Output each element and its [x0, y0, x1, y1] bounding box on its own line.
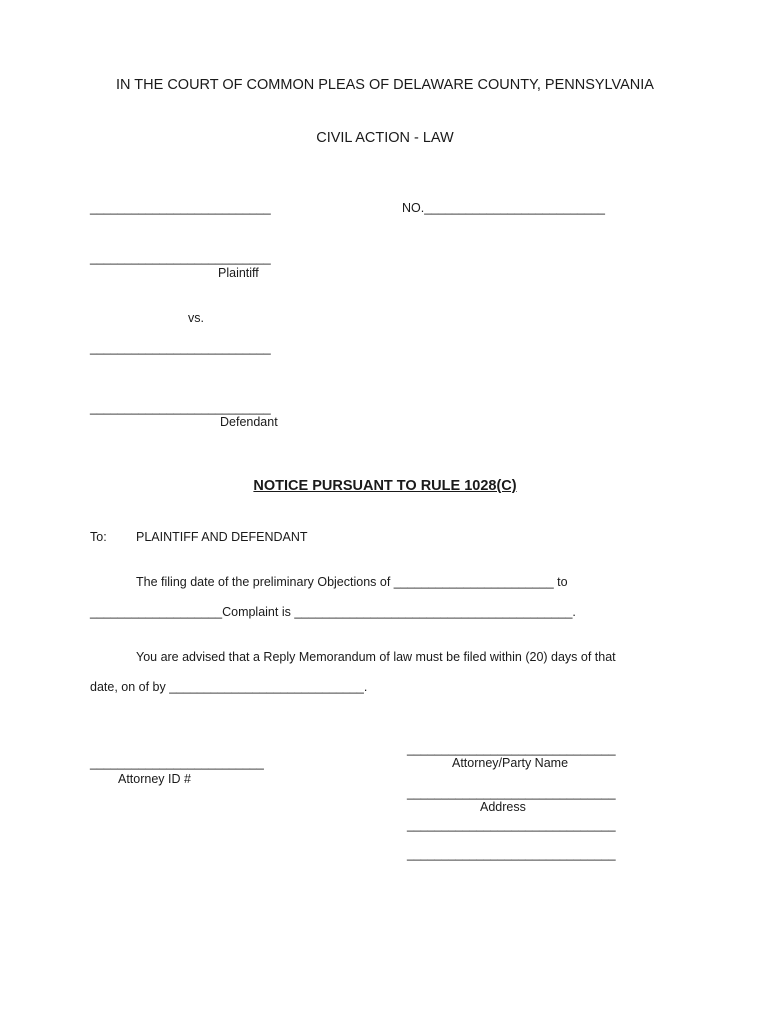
versus-label: vs. — [188, 311, 204, 325]
address-blank: ______________________________ — [407, 786, 616, 800]
address-blank-2: ______________________________ — [407, 818, 616, 832]
to-value: PLAINTIFF AND DEFENDANT — [136, 530, 308, 544]
attorney-id-blank: _________________________ — [90, 756, 264, 770]
attorney-id-label: Attorney ID # — [118, 772, 191, 786]
defendant-label: Defendant — [220, 415, 278, 429]
to-label: To: — [90, 530, 107, 544]
plaintiff-name-blank-1: __________________________ — [90, 201, 271, 215]
plaintiff-label: Plaintiff — [218, 266, 259, 280]
attorney-name-label: Attorney/Party Name — [452, 756, 569, 770]
reply-memo-line-2: date, on of by ____________________________. — [90, 680, 368, 694]
filing-date-line-1: The filing date of the preliminary Objections of _______________________ to — [136, 575, 568, 589]
case-number-field: NO.__________________________ — [402, 201, 605, 215]
address-label: Address — [480, 800, 526, 814]
plaintiff-name-blank-2: __________________________ — [90, 251, 271, 265]
filing-date-line-2: ___________________Complaint is ________________________________________. — [90, 605, 576, 619]
defendant-name-blank-2: __________________________ — [90, 401, 271, 415]
notice-title: NOTICE PURSUANT TO RULE 1028(C) — [253, 478, 517, 494]
attorney-name-blank: ______________________________ — [407, 742, 616, 756]
civil-action-heading: CIVIL ACTION - LAW — [316, 130, 454, 146]
reply-memo-line-1: You are advised that a Reply Memorandum of law must be filed within (20) days of that — [136, 650, 616, 664]
address-blank-3: ______________________________ — [407, 847, 616, 861]
court-heading: IN THE COURT OF COMMON PLEAS OF DELAWARE COUNTY, PENNSYLVANIA — [116, 77, 654, 93]
defendant-name-blank-1: __________________________ — [90, 341, 271, 355]
